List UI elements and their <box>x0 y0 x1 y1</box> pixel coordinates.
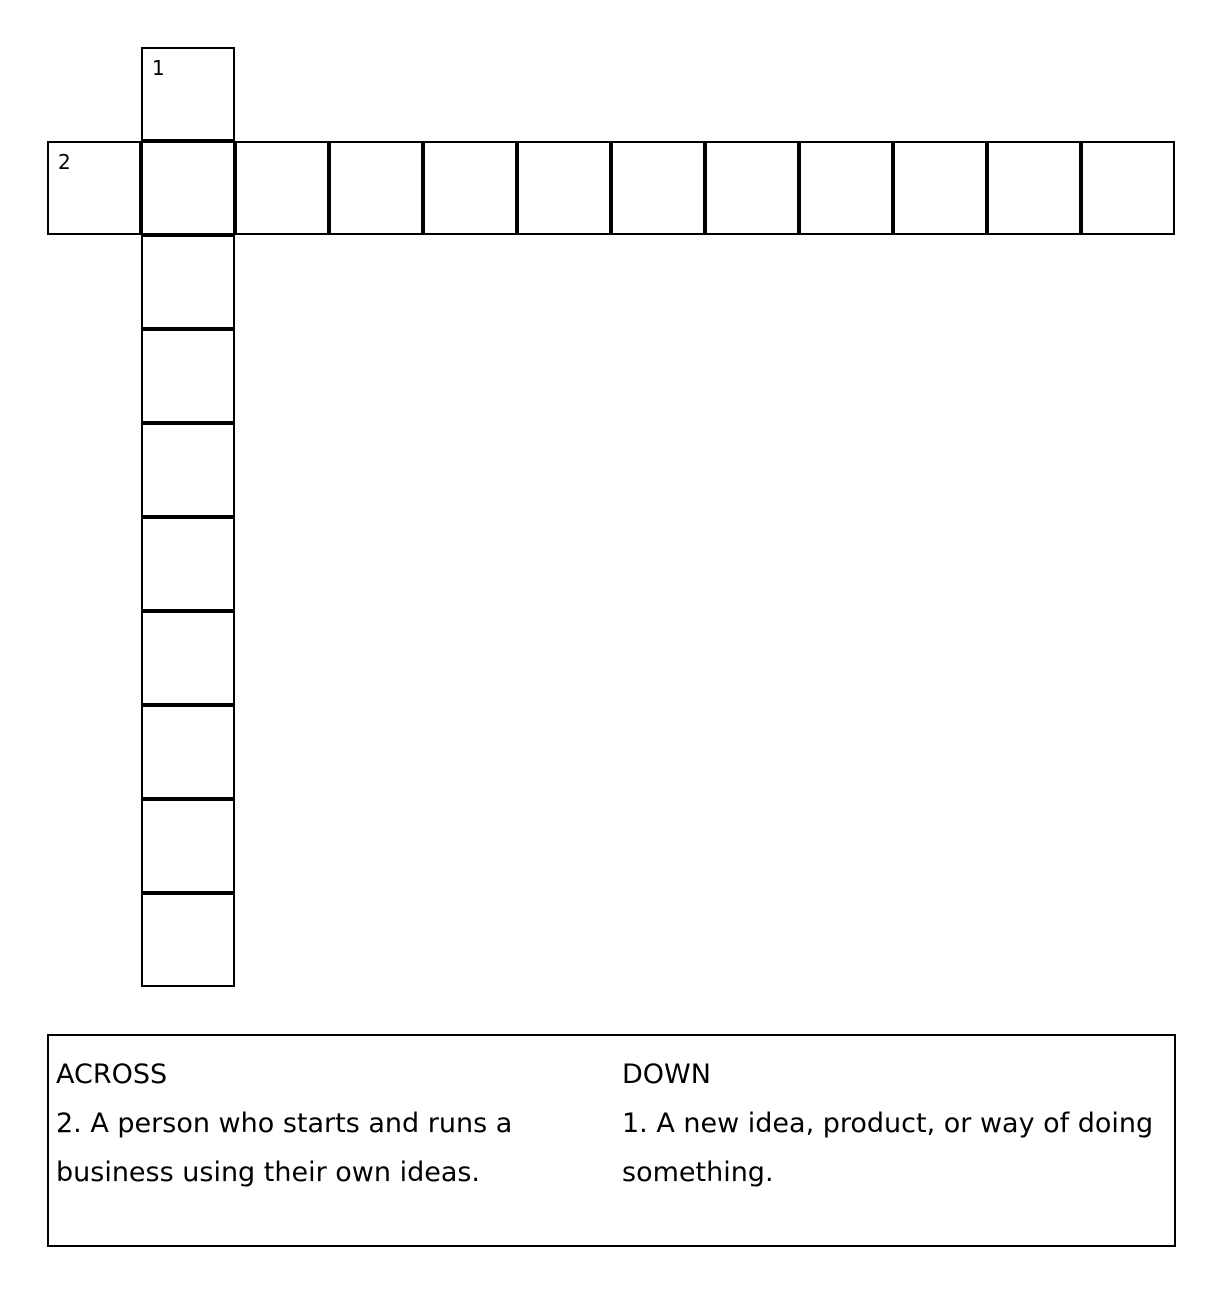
across-heading: ACROSS <box>56 1059 168 1090</box>
crossword-cell[interactable] <box>47 141 141 235</box>
down-heading: DOWN <box>622 1059 711 1090</box>
down-clues <box>622 1050 1167 1197</box>
crossword-cell[interactable] <box>799 141 893 235</box>
clues-box <box>47 1034 1176 1247</box>
crossword-cell[interactable] <box>141 893 235 987</box>
crossword-cell[interactable] <box>141 423 235 517</box>
crossword-cell[interactable] <box>893 141 987 235</box>
crossword-cell[interactable] <box>141 799 235 893</box>
down-clue-1: 1. A new idea, product, or way of doing something. <box>622 1108 1154 1188</box>
crossword-cell[interactable] <box>141 611 235 705</box>
crossword-cell[interactable] <box>987 141 1081 235</box>
crossword-cell[interactable] <box>329 141 423 235</box>
clue-number: 1 <box>152 56 165 80</box>
crossword-cell[interactable] <box>235 141 329 235</box>
across-clue-2: 2. A person who starts and runs a business using their own ideas. <box>56 1108 513 1188</box>
crossword-cell[interactable] <box>705 141 799 235</box>
across-clues <box>56 1050 576 1197</box>
crossword-cell[interactable] <box>611 141 705 235</box>
crossword-cell[interactable] <box>1081 141 1175 235</box>
crossword-cell[interactable] <box>141 141 235 235</box>
crossword-cell[interactable] <box>141 235 235 329</box>
crossword-cell[interactable] <box>141 47 235 141</box>
crossword-cell[interactable] <box>423 141 517 235</box>
crossword-cell[interactable] <box>517 141 611 235</box>
clue-number: 2 <box>58 150 71 174</box>
crossword-cell[interactable] <box>141 705 235 799</box>
crossword-cell[interactable] <box>141 517 235 611</box>
crossword-cell[interactable] <box>141 329 235 423</box>
